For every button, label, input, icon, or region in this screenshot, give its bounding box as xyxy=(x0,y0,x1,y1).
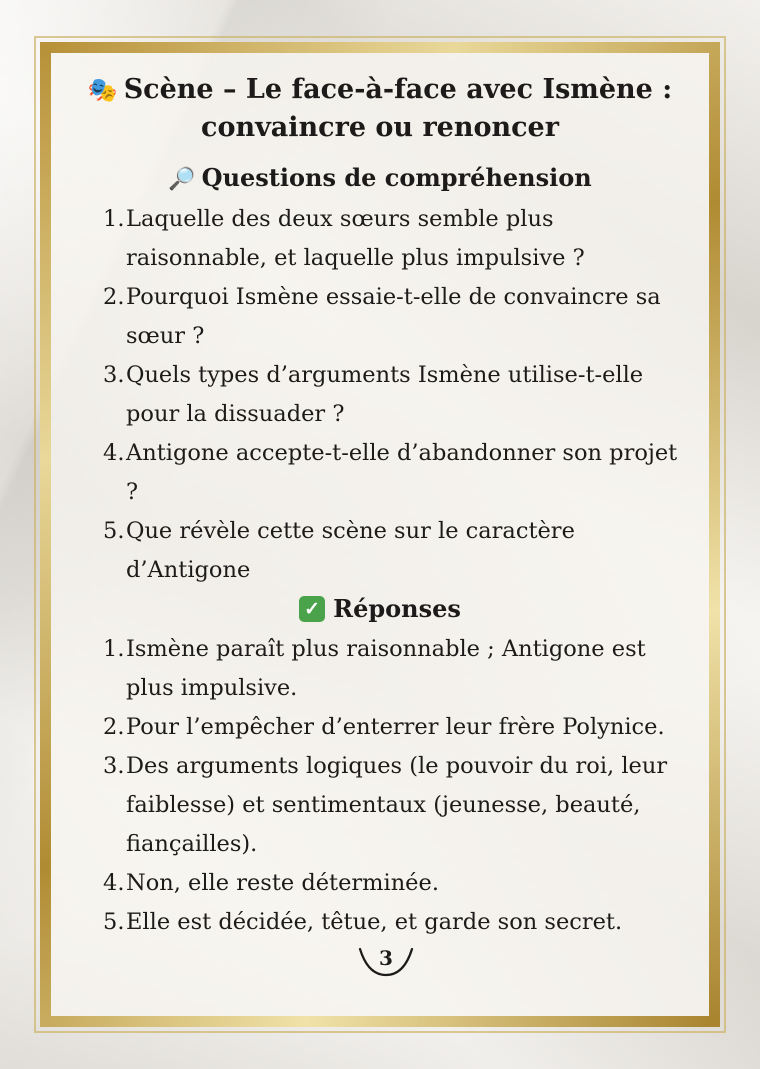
page-card xyxy=(51,53,709,1016)
item-number: 5. xyxy=(103,909,125,935)
page-number-text: 3 xyxy=(379,946,393,970)
item-text: Pourquoi Ismène essaie-t-elle de convaincre sa sœur ? xyxy=(126,284,661,349)
list-item xyxy=(51,747,709,864)
item-text: Que révèle cette scène sur le caractère d’Antigone xyxy=(126,518,575,583)
page-title-text: Scène – Le face-à-face avec Ismène : convaincre ou renoncer xyxy=(123,74,673,143)
questions-heading xyxy=(51,161,709,196)
item-number: 4. xyxy=(103,440,125,466)
magnifying-glass-icon: 🔎 xyxy=(168,166,196,192)
list-item xyxy=(51,200,709,278)
questions-heading-text: Questions de compréhension xyxy=(201,163,592,192)
item-text: Non, elle reste déterminée. xyxy=(126,870,439,896)
item-text: Pour l’empêcher d’enterrer leur frère Polynice. xyxy=(126,714,665,740)
item-number: 1. xyxy=(103,636,125,662)
item-number: 5. xyxy=(103,518,125,544)
list-item xyxy=(51,356,709,434)
item-text: Des arguments logiques (le pouvoir du roi, leur faiblesse) et sentimentaux (jeunesse, beauté, fiançailles). xyxy=(126,753,668,857)
item-text: Quels types d’arguments Ismène utilise-t-elle pour la dissuader ? xyxy=(126,362,644,427)
item-number: 1. xyxy=(103,206,125,232)
questions-list xyxy=(51,200,709,590)
list-item xyxy=(51,512,709,590)
page-title xyxy=(71,71,689,147)
list-item xyxy=(51,903,709,942)
answers-list xyxy=(51,630,709,942)
answers-heading xyxy=(51,592,709,626)
item-number: 4. xyxy=(103,870,125,896)
item-number: 3. xyxy=(103,362,125,388)
list-item xyxy=(51,630,709,708)
list-item xyxy=(51,278,709,356)
item-number: 3. xyxy=(103,753,125,779)
page-number xyxy=(354,943,418,979)
item-text: Antigone accepte-t-elle d’abandonner son projet ? xyxy=(126,440,678,505)
item-number: 2. xyxy=(103,714,125,740)
item-number: 2. xyxy=(103,284,125,310)
check-mark-icon: ✓ xyxy=(299,596,325,622)
item-text: Elle est décidée, têtue, et garde son secret. xyxy=(126,909,623,935)
list-item xyxy=(51,864,709,903)
list-item xyxy=(51,708,709,747)
item-text: Ismène paraît plus raisonnable ; Antigone est plus impulsive. xyxy=(126,636,646,701)
list-item xyxy=(51,434,709,512)
answers-heading-text: Réponses xyxy=(333,594,461,623)
theater-masks-icon: 🎭 xyxy=(87,75,118,104)
item-text: Laquelle des deux sœurs semble plus raisonnable, et laquelle plus impulsive ? xyxy=(126,206,585,271)
page-content xyxy=(51,71,709,942)
